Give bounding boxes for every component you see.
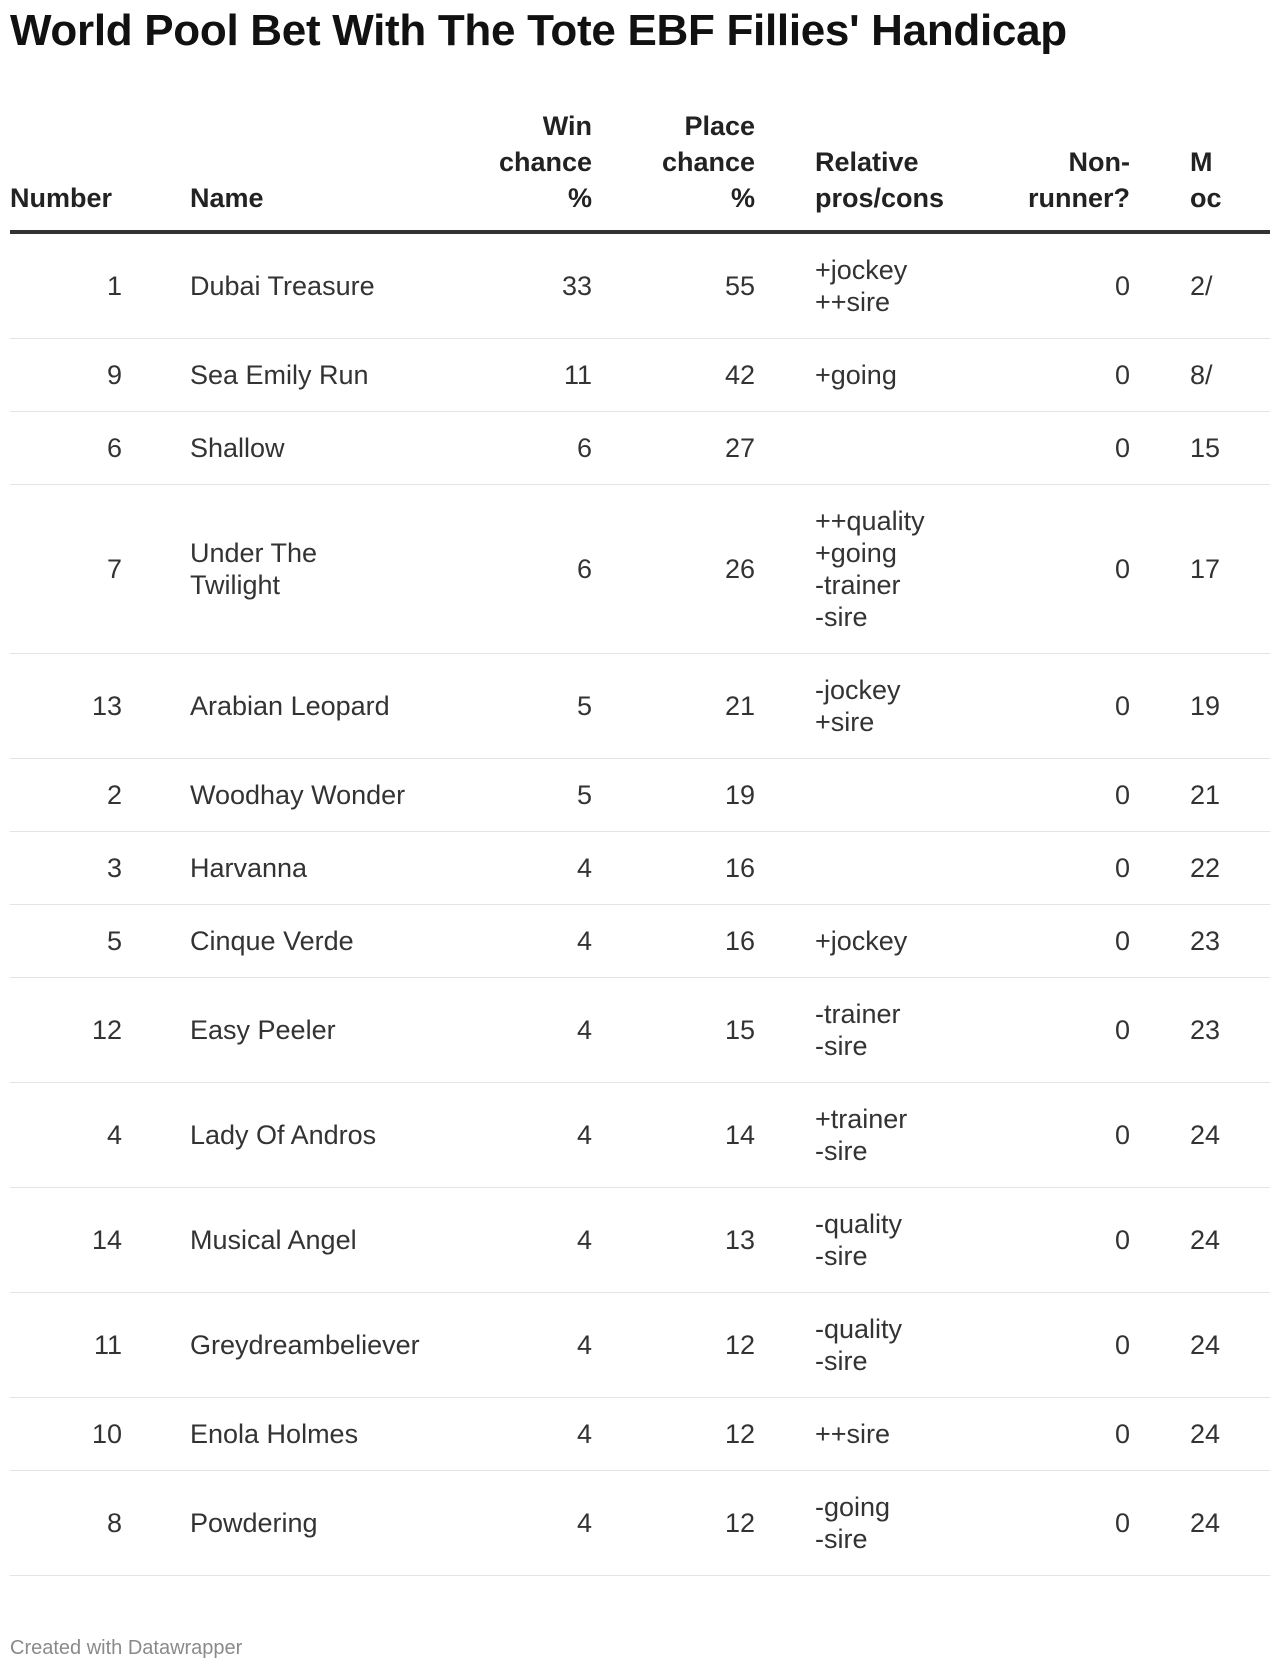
cell-place-chance: 19: [592, 759, 755, 832]
cell-name: Easy Peeler: [122, 978, 407, 1083]
table-row: [10, 412, 1270, 485]
table-row: [10, 1083, 1270, 1188]
cell-odds: 24: [1130, 1188, 1270, 1293]
cell-non-runner: 0: [960, 978, 1130, 1083]
cell-odds: 24: [1130, 1398, 1270, 1471]
cell-name: Dubai Treasure: [122, 232, 407, 339]
cell-name: Arabian Leopard: [122, 654, 407, 759]
table-body: [10, 232, 1270, 1576]
footer-credit: Created with Datawrapper: [10, 1637, 243, 1659]
cell-win-chance: 6: [407, 485, 592, 654]
runners-table: [10, 100, 1270, 1576]
cell-number: 4: [10, 1083, 122, 1188]
header-non-runner[interactable]: Non- runner?: [960, 100, 1130, 232]
cell-relative-pros-cons: -quality -sire: [755, 1188, 960, 1293]
table-row: [10, 978, 1270, 1083]
cell-win-chance: 6: [407, 412, 592, 485]
cell-non-runner: 0: [960, 1083, 1130, 1188]
cell-win-chance: 4: [407, 1188, 592, 1293]
cell-place-chance: 15: [592, 978, 755, 1083]
cell-place-chance: 16: [592, 905, 755, 978]
cell-win-chance: 4: [407, 978, 592, 1083]
cell-non-runner: 0: [960, 1471, 1130, 1576]
cell-place-chance: 12: [592, 1293, 755, 1398]
header-name[interactable]: Name: [122, 100, 407, 232]
cell-odds: 19: [1130, 654, 1270, 759]
cell-number: 14: [10, 1188, 122, 1293]
cell-odds: 23: [1130, 905, 1270, 978]
cell-number: 1: [10, 232, 122, 339]
cell-non-runner: 0: [960, 1188, 1130, 1293]
header-win-chance[interactable]: Win chance %: [407, 100, 592, 232]
cell-name: Powdering: [122, 1471, 407, 1576]
table-row: [10, 1188, 1270, 1293]
cell-number: 13: [10, 654, 122, 759]
cell-non-runner: 0: [960, 832, 1130, 905]
cell-place-chance: 12: [592, 1471, 755, 1576]
table-row: [10, 759, 1270, 832]
cell-non-runner: 0: [960, 1293, 1130, 1398]
cell-win-chance: 4: [407, 1293, 592, 1398]
cell-relative-pros-cons: ++sire: [755, 1398, 960, 1471]
cell-number: 9: [10, 339, 122, 412]
cell-win-chance: 33: [407, 232, 592, 339]
cell-number: 6: [10, 412, 122, 485]
cell-non-runner: 0: [960, 232, 1130, 339]
cell-number: 12: [10, 978, 122, 1083]
header-odds[interactable]: M oc: [1130, 100, 1270, 232]
cell-place-chance: 26: [592, 485, 755, 654]
cell-win-chance: 4: [407, 1083, 592, 1188]
cell-win-chance: 11: [407, 339, 592, 412]
cell-place-chance: 13: [592, 1188, 755, 1293]
cell-win-chance: 4: [407, 1471, 592, 1576]
cell-non-runner: 0: [960, 654, 1130, 759]
cell-name: Harvanna: [122, 832, 407, 905]
cell-odds: 24: [1130, 1471, 1270, 1576]
cell-odds: 17: [1130, 485, 1270, 654]
cell-relative-pros-cons: -quality -sire: [755, 1293, 960, 1398]
cell-number: 3: [10, 832, 122, 905]
cell-name: Greydreambeliever: [122, 1293, 407, 1398]
cell-win-chance: 4: [407, 1398, 592, 1471]
cell-non-runner: 0: [960, 905, 1130, 978]
cell-place-chance: 12: [592, 1398, 755, 1471]
cell-number: 5: [10, 905, 122, 978]
cell-place-chance: 55: [592, 232, 755, 339]
cell-odds: 21: [1130, 759, 1270, 832]
cell-relative-pros-cons: [755, 412, 960, 485]
page-title: World Pool Bet With The Tote EBF Fillies' Handicap: [10, 6, 1067, 55]
table-row: [10, 1471, 1270, 1576]
cell-name: Lady Of Andros: [122, 1083, 407, 1188]
cell-odds: 24: [1130, 1083, 1270, 1188]
cell-name: Woodhay Wonder: [122, 759, 407, 832]
header-number[interactable]: Number: [10, 100, 122, 232]
cell-odds: 8/: [1130, 339, 1270, 412]
table-container: [10, 100, 1222, 1576]
cell-relative-pros-cons: +jockey ++sire: [755, 232, 960, 339]
table-row: [10, 832, 1270, 905]
cell-number: 8: [10, 1471, 122, 1576]
cell-name: Sea Emily Run: [122, 339, 407, 412]
cell-relative-pros-cons: -jockey +sire: [755, 654, 960, 759]
cell-name: Shallow: [122, 412, 407, 485]
header-place-chance[interactable]: Place chance %: [592, 100, 755, 232]
cell-odds: 2/: [1130, 232, 1270, 339]
cell-place-chance: 42: [592, 339, 755, 412]
cell-relative-pros-cons: [755, 832, 960, 905]
cell-relative-pros-cons: +trainer -sire: [755, 1083, 960, 1188]
table-row: [10, 232, 1270, 339]
cell-odds: 24: [1130, 1293, 1270, 1398]
cell-non-runner: 0: [960, 412, 1130, 485]
cell-non-runner: 0: [960, 339, 1130, 412]
cell-relative-pros-cons: ++quality +going -trainer -sire: [755, 485, 960, 654]
cell-non-runner: 0: [960, 485, 1130, 654]
cell-odds: 23: [1130, 978, 1270, 1083]
cell-win-chance: 4: [407, 832, 592, 905]
cell-relative-pros-cons: +jockey: [755, 905, 960, 978]
cell-number: 7: [10, 485, 122, 654]
cell-win-chance: 5: [407, 759, 592, 832]
table-row: [10, 654, 1270, 759]
cell-name: Musical Angel: [122, 1188, 407, 1293]
cell-name: Under The Twilight: [122, 485, 407, 654]
cell-relative-pros-cons: +going: [755, 339, 960, 412]
header-relative-pros-cons[interactable]: Relative pros/cons: [755, 100, 960, 232]
cell-place-chance: 27: [592, 412, 755, 485]
cell-number: 11: [10, 1293, 122, 1398]
cell-non-runner: 0: [960, 759, 1130, 832]
cell-number: 10: [10, 1398, 122, 1471]
cell-place-chance: 16: [592, 832, 755, 905]
cell-name: Cinque Verde: [122, 905, 407, 978]
table-row: [10, 485, 1270, 654]
cell-relative-pros-cons: -trainer -sire: [755, 978, 960, 1083]
table-header-row: [10, 100, 1270, 232]
table-row: [10, 905, 1270, 978]
cell-place-chance: 14: [592, 1083, 755, 1188]
cell-non-runner: 0: [960, 1398, 1130, 1471]
cell-win-chance: 5: [407, 654, 592, 759]
table-row: [10, 1398, 1270, 1471]
cell-odds: 22: [1130, 832, 1270, 905]
cell-number: 2: [10, 759, 122, 832]
cell-name: Enola Holmes: [122, 1398, 407, 1471]
cell-win-chance: 4: [407, 905, 592, 978]
cell-odds: 15: [1130, 412, 1270, 485]
cell-relative-pros-cons: [755, 759, 960, 832]
cell-relative-pros-cons: -going -sire: [755, 1471, 960, 1576]
table-row: [10, 1293, 1270, 1398]
table-row: [10, 339, 1270, 412]
cell-place-chance: 21: [592, 654, 755, 759]
